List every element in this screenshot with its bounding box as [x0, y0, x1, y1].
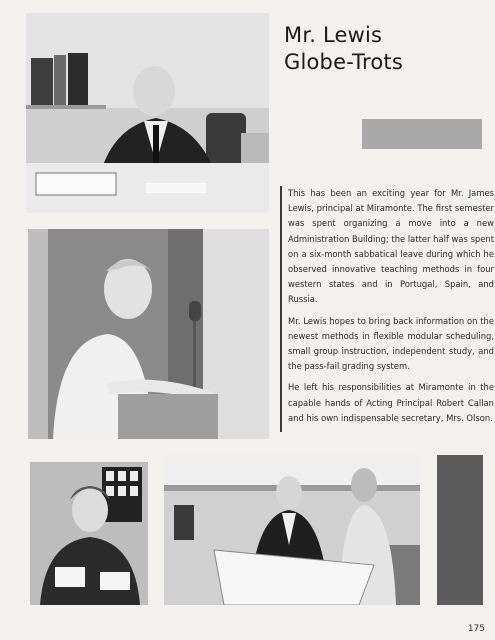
page-number: 175	[467, 624, 485, 634]
photo-mrs-olson	[30, 462, 148, 605]
article-body	[280, 186, 494, 432]
photo-lewis-at-microphone	[28, 229, 269, 439]
article-paragraph: This has been an exciting year for Mr. James Lewis, principal at Miramonte. The first semester was spent organizing a move into a new Administration Building; the latter half was spent on a six-month sabbatical leave during which he observed innovative teaching methods in four western states and in Portugal, Spain, and Russia.	[288, 188, 494, 305]
article-paragraph: He left his responsibilities at Miramonte in the capable hands of Acting Principal Robert Callan and his own indispensable secretary, Mrs. Olson.	[288, 382, 494, 423]
photo-reviewing-plans	[164, 455, 420, 605]
decorative-gray-bar	[362, 119, 482, 149]
page-title-line-2: Globe-Trots	[284, 50, 403, 75]
article-paragraph: Mr. Lewis hopes to bring back information on the newest methods in flexible modular scheduling, small group instruction, independent study, and the pass-fail grading system.	[288, 315, 494, 372]
decorative-dark-bar	[437, 455, 483, 605]
page-title-line-1: Mr. Lewis	[284, 23, 383, 48]
photo-lewis-at-desk	[26, 13, 269, 213]
page-title	[284, 22, 484, 76]
